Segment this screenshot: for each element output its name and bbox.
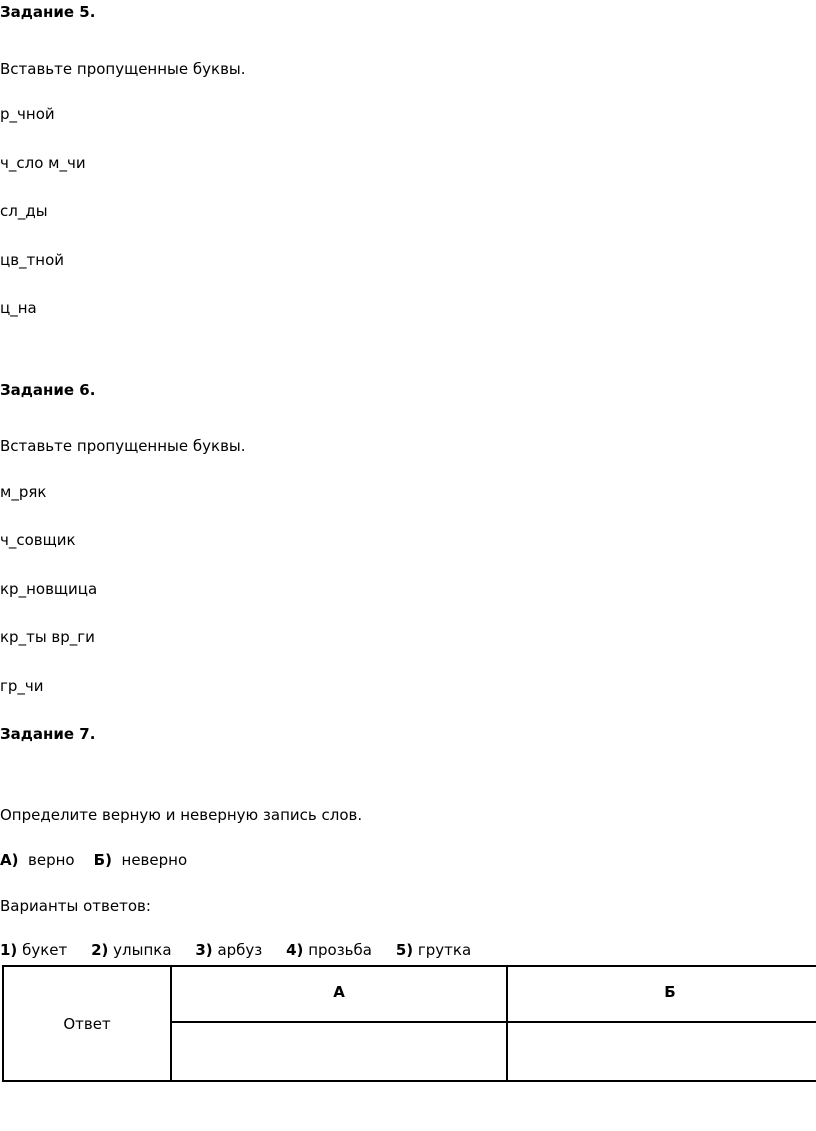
legend-b-text: неверно — [121, 851, 188, 869]
legend-a-label: А) — [0, 851, 19, 869]
answer-cell-a[interactable] — [171, 1022, 507, 1081]
task5-word-2: ч_сло м_чи — [0, 154, 86, 172]
task5-word-5: ц_на — [0, 299, 37, 317]
task5-word-3: сл_ды — [0, 202, 48, 220]
task7-legend — [0, 850, 187, 870]
task5-instruction: Вставьте пропущенные буквы. — [0, 60, 246, 78]
option-number: 3) — [195, 941, 213, 959]
task6-title: Задание 6. — [0, 381, 96, 399]
option-number: 5) — [395, 941, 414, 959]
legend-a-text: верно — [28, 851, 75, 869]
option-word: грутка — [417, 941, 472, 959]
answer-table — [2, 965, 816, 1082]
task6-word-1: м_ряк — [0, 483, 47, 501]
option-number: 1) — [0, 941, 18, 959]
option-word: букет — [22, 941, 68, 959]
task7-instruction: Определите верную и неверную запись слов. — [0, 806, 363, 824]
task5-title: Задание 5. — [0, 3, 96, 21]
column-header-a: А — [171, 966, 507, 1022]
answer-cell-b[interactable] — [507, 1022, 816, 1081]
option-number: 2) — [91, 941, 109, 959]
task5-word-4: цв_тной — [0, 251, 65, 269]
task6-instruction: Вставьте пропущенные буквы. — [0, 437, 246, 455]
column-header-b: Б — [507, 966, 816, 1022]
legend-b-label: Б) — [93, 851, 112, 869]
option-word: прозьба — [308, 941, 372, 959]
answer-row-label: Ответ — [3, 966, 171, 1081]
option-number: 4) — [286, 941, 304, 959]
task6-word-4: кр_ты вр_ги — [0, 628, 95, 646]
option-word: арбуз — [217, 941, 263, 959]
task7-options — [0, 940, 471, 960]
option-word: улыпка — [113, 941, 172, 959]
task7-title: Задание 7. — [0, 725, 96, 743]
task6-word-5: гр_чи — [0, 677, 44, 695]
task6-word-2: ч_совщик — [0, 531, 76, 549]
task6-word-3: кр_новщица — [0, 580, 98, 598]
task5-word-1: р_чной — [0, 105, 55, 123]
task7-options-title: Варианты ответов: — [0, 897, 151, 915]
